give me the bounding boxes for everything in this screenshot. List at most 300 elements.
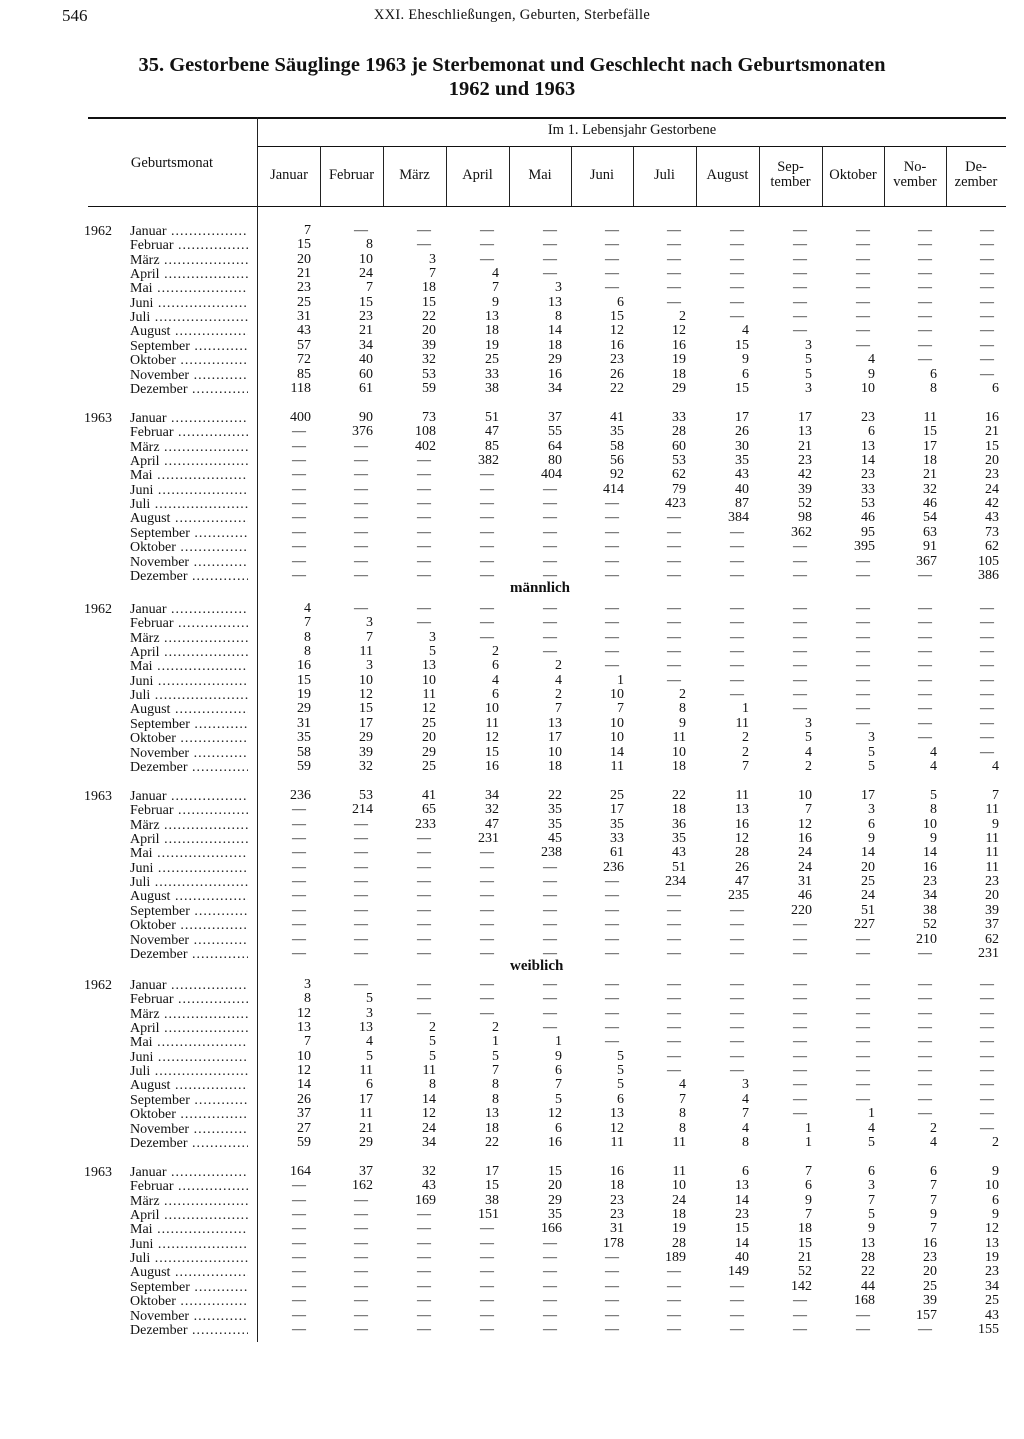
month-label: August ..... <box>130 889 248 905</box>
table-cell: 20 <box>985 453 999 469</box>
table-cell: 6 <box>366 1077 373 1093</box>
table-cell: — <box>918 1321 932 1337</box>
table-cell: 13 <box>735 802 749 818</box>
table-cell: 6 <box>992 380 999 396</box>
table-cell: 5 <box>868 744 875 760</box>
table-cell: 23 <box>735 1207 749 1223</box>
table-cell: — <box>480 931 494 947</box>
table-cell: 2 <box>492 1020 499 1036</box>
table-cell: — <box>667 615 681 631</box>
table-cell: 11 <box>985 802 999 818</box>
table-cell: 9 <box>492 294 499 310</box>
table-cell: 12 <box>359 687 373 703</box>
table-cell: — <box>667 991 681 1007</box>
table-cell: 31 <box>610 1221 624 1237</box>
table-cell: — <box>793 644 807 660</box>
table-cell: 3 <box>366 658 373 674</box>
table-cell: 20 <box>923 1264 937 1280</box>
table-cell: 7 <box>492 1063 499 1079</box>
table-cell: 22 <box>861 1264 875 1280</box>
table-cell: — <box>543 902 557 918</box>
table-cell: 8 <box>742 1134 749 1150</box>
table-cell: — <box>667 1005 681 1021</box>
table-cell: 87 <box>735 496 749 512</box>
table-cell: 2 <box>992 1134 999 1150</box>
table-cell: — <box>417 539 431 555</box>
table-cell: 37 <box>297 1106 311 1122</box>
table-cell: — <box>417 859 431 875</box>
table-cell: — <box>354 481 368 497</box>
table-cell: 4 <box>742 323 749 339</box>
table-cell: 2 <box>679 309 686 325</box>
table-cell: 28 <box>672 424 686 440</box>
table-cell: 9 <box>992 1207 999 1223</box>
table-cell: — <box>292 424 306 440</box>
table-cell: 17 <box>923 438 937 454</box>
column-divider <box>759 146 760 206</box>
table-cell: 51 <box>485 410 499 425</box>
month-label: Februar ..... <box>130 1179 248 1195</box>
table-cell: — <box>543 251 557 267</box>
table-cell: 7 <box>617 701 624 717</box>
table-cell: 4 <box>930 1134 937 1150</box>
table-cell: 26 <box>610 366 624 382</box>
table-cell: 4 <box>679 1077 686 1093</box>
table-cell: 18 <box>798 1221 812 1237</box>
table-cell: 65 <box>422 802 436 818</box>
month-label: März ..... <box>130 631 248 647</box>
table-cell: — <box>793 323 807 339</box>
table-cell: — <box>605 977 619 992</box>
table-cell: — <box>354 917 368 933</box>
table-cell: — <box>856 251 870 267</box>
table-cell: 29 <box>359 730 373 746</box>
table-cell: 13 <box>798 424 812 440</box>
table-cell: 52 <box>923 917 937 933</box>
table-cell: — <box>793 1106 807 1122</box>
table-cell: — <box>856 1034 870 1050</box>
month-label: April ..... <box>130 1021 248 1037</box>
table-cell: 11 <box>422 687 436 703</box>
month-label: Juni ..... <box>130 674 248 690</box>
table-cell: — <box>730 902 744 918</box>
table-cell: — <box>793 931 807 947</box>
table-cell: 3 <box>555 280 562 296</box>
table-cell: 236 <box>603 859 624 875</box>
table-cell: 3 <box>366 615 373 631</box>
table-cell: — <box>605 539 619 555</box>
table-cell: — <box>918 280 932 296</box>
table-cell: — <box>918 1005 932 1021</box>
table-cell: — <box>543 917 557 933</box>
table-cell: — <box>543 629 557 645</box>
table-cell: 7 <box>992 788 999 803</box>
table-cell: 20 <box>985 888 999 904</box>
table-cell: — <box>543 1293 557 1309</box>
table-cell: — <box>543 888 557 904</box>
table-cell: — <box>730 237 744 253</box>
table-cell: 25 <box>610 788 624 803</box>
table-cell: 23 <box>861 467 875 483</box>
table-cell: 13 <box>610 1106 624 1122</box>
table-cell: — <box>918 644 932 660</box>
table-cell: 5 <box>492 1048 499 1064</box>
table-cell: — <box>354 888 368 904</box>
table-cell: 400 <box>290 410 311 425</box>
table-cell: — <box>730 294 744 310</box>
table-cell: — <box>543 223 557 238</box>
table-cell: — <box>793 280 807 296</box>
table-cell: — <box>918 715 932 731</box>
table-cell: — <box>856 1091 870 1107</box>
table-cell: 17 <box>610 802 624 818</box>
table-cell: 26 <box>735 424 749 440</box>
table-cell: — <box>667 1321 681 1337</box>
table-cell: 14 <box>297 1077 311 1093</box>
table-cell: — <box>417 874 431 890</box>
table-cell: 155 <box>978 1321 999 1337</box>
table-cell: 5 <box>805 352 812 368</box>
table-cell: 3 <box>429 629 436 645</box>
column-header <box>822 168 884 183</box>
table-cell: 4 <box>868 1120 875 1136</box>
column-divider <box>884 146 885 206</box>
table-cell: — <box>856 945 870 961</box>
table-cell: — <box>793 672 807 688</box>
table-cell: — <box>918 672 932 688</box>
table-cell: — <box>793 687 807 703</box>
month-label: Mai ..... <box>130 468 248 484</box>
month-label: Februar ..... <box>130 425 248 441</box>
table-cell: 43 <box>985 510 999 526</box>
table-cell: — <box>480 977 494 992</box>
table-cell: 15 <box>485 744 499 760</box>
table-cell: — <box>480 1307 494 1323</box>
table-cell: 9 <box>868 366 875 382</box>
table-cell: — <box>417 453 431 469</box>
table-cell: — <box>667 266 681 282</box>
table-cell: — <box>793 539 807 555</box>
table-cell: — <box>667 280 681 296</box>
table-cell: 43 <box>672 845 686 861</box>
table-cell: — <box>605 1005 619 1021</box>
table-cell: 26 <box>735 859 749 875</box>
table-cell: — <box>730 1005 744 1021</box>
table-cell: 3 <box>868 802 875 818</box>
table-cell: — <box>856 1048 870 1064</box>
table-cell: 15 <box>297 237 311 253</box>
column-divider <box>571 146 572 206</box>
table-cell: 2 <box>679 687 686 703</box>
table-cell: — <box>980 309 994 325</box>
table-cell: — <box>417 1005 431 1021</box>
table-cell: 6 <box>742 1164 749 1179</box>
month-label: November ..... <box>130 1309 248 1325</box>
table-cell: — <box>793 251 807 267</box>
table-cell: — <box>667 1293 681 1309</box>
month-label: Januar ..... <box>130 411 248 427</box>
table-cell: — <box>856 266 870 282</box>
month-label: April ..... <box>130 645 248 661</box>
table-cell: 14 <box>923 845 937 861</box>
table-cell: — <box>417 931 431 947</box>
table-cell: — <box>793 294 807 310</box>
table-cell: — <box>980 1048 994 1064</box>
table-cell: — <box>856 1063 870 1079</box>
table-cell: 5 <box>429 644 436 660</box>
table-cell: 3 <box>805 715 812 731</box>
table-cell: — <box>354 510 368 526</box>
year-label: 1962 <box>84 224 112 239</box>
table-cell: 55 <box>548 424 562 440</box>
table-cell: — <box>417 1264 431 1280</box>
table-cell: 3 <box>742 1077 749 1093</box>
table-cell: 17 <box>861 788 875 803</box>
table-cell: — <box>667 1063 681 1079</box>
table-cell: 16 <box>297 658 311 674</box>
table-cell: — <box>856 323 870 339</box>
table-cell: 6 <box>805 1178 812 1194</box>
column-divider <box>633 146 634 206</box>
table-cell: — <box>980 644 994 660</box>
table-cell: — <box>730 1278 744 1294</box>
table-cell: — <box>543 1020 557 1036</box>
month-label: Mai ..... <box>130 659 248 675</box>
table-cell: 26 <box>297 1091 311 1107</box>
column-header <box>509 168 571 183</box>
table-cell: 47 <box>735 874 749 890</box>
table-cell: 7 <box>555 1077 562 1093</box>
table-cell: — <box>856 629 870 645</box>
table-cell: 23 <box>861 410 875 425</box>
month-label: Januar ..... <box>130 602 248 618</box>
table-cell: 46 <box>798 888 812 904</box>
table-cell: 6 <box>868 1164 875 1179</box>
table-cell: 34 <box>422 1134 436 1150</box>
table-cell: 11 <box>422 1063 436 1079</box>
table-cell: 34 <box>548 380 562 396</box>
table-cell: — <box>793 553 807 569</box>
table-cell: 7 <box>429 266 436 282</box>
table-cell: — <box>980 337 994 353</box>
table-cell: — <box>730 601 744 616</box>
table-cell: — <box>417 888 431 904</box>
table-cell: 2 <box>805 758 812 774</box>
table-cell: — <box>918 323 932 339</box>
table-cell: — <box>417 567 431 583</box>
table-cell: 376 <box>352 424 373 440</box>
table-cell: 6 <box>868 424 875 440</box>
table-cell: — <box>292 859 306 875</box>
table-cell: 2 <box>742 744 749 760</box>
table-cell: 58 <box>610 438 624 454</box>
table-cell: 12 <box>985 1221 999 1237</box>
column-header-line: tember <box>770 174 811 190</box>
table-cell: — <box>354 1192 368 1208</box>
table-cell: — <box>856 567 870 583</box>
table-cell: — <box>667 629 681 645</box>
table-cell: 53 <box>861 496 875 512</box>
table-cell: 32 <box>485 802 499 818</box>
table-cell: — <box>605 601 619 616</box>
table-cell: 168 <box>854 1293 875 1309</box>
year-label: 1963 <box>84 789 112 804</box>
table-cell: 47 <box>485 816 499 832</box>
table-cell: — <box>480 1250 494 1266</box>
table-cell: 39 <box>985 902 999 918</box>
table-cell: 42 <box>985 496 999 512</box>
table-cell: — <box>918 266 932 282</box>
table-cell: — <box>417 977 431 992</box>
table-cell: 11 <box>610 1134 624 1150</box>
month-label: April ..... <box>130 267 248 283</box>
table-cell: 6 <box>492 687 499 703</box>
table-cell: 7 <box>930 1221 937 1237</box>
table-cell: — <box>354 467 368 483</box>
table-cell: — <box>543 1005 557 1021</box>
table-cell: 23 <box>923 1250 937 1266</box>
page-number: 546 <box>62 6 88 25</box>
table-cell: 33 <box>610 831 624 847</box>
table-cell: 18 <box>485 323 499 339</box>
table-cell: — <box>667 524 681 540</box>
table-cell: 60 <box>359 366 373 382</box>
table-cell: 8 <box>304 644 311 660</box>
table-cell: 5 <box>429 1048 436 1064</box>
table-cell: 19 <box>672 352 686 368</box>
table-cell: 46 <box>923 496 937 512</box>
table-cell: 21 <box>359 323 373 339</box>
table-cell: — <box>793 658 807 674</box>
table-cell: — <box>543 1278 557 1294</box>
table-cell: 92 <box>610 467 624 483</box>
table-cell: 45 <box>548 831 562 847</box>
table-cell: 3 <box>304 977 311 992</box>
table-cell: 7 <box>366 629 373 645</box>
table-cell: — <box>980 294 994 310</box>
table-cell: 15 <box>359 294 373 310</box>
table-cell: 214 <box>352 802 373 818</box>
table-cell: 21 <box>923 467 937 483</box>
table-cell: 28 <box>735 845 749 861</box>
month-label: Mai ..... <box>130 281 248 297</box>
table-cell: — <box>980 1106 994 1122</box>
table-cell: — <box>667 1264 681 1280</box>
table-cell: 20 <box>297 251 311 267</box>
table-cell: 22 <box>422 309 436 325</box>
table-cell: 3 <box>868 730 875 746</box>
table-cell: 5 <box>555 1091 562 1107</box>
table-cell: — <box>980 601 994 616</box>
table-cell: — <box>417 237 431 253</box>
table-cell: 5 <box>429 1034 436 1050</box>
table-cell: 4 <box>805 744 812 760</box>
table-cell: — <box>543 1321 557 1337</box>
table-cell: 5 <box>868 758 875 774</box>
table-cell: 18 <box>610 1178 624 1194</box>
table-cell: — <box>480 481 494 497</box>
table-cell: 47 <box>485 424 499 440</box>
column-header <box>946 160 1006 190</box>
table-cell: 16 <box>548 1134 562 1150</box>
table-cell: 15 <box>610 309 624 325</box>
table-cell: 32 <box>359 758 373 774</box>
table-cell: 238 <box>541 845 562 861</box>
month-label: Dezember ..... <box>130 382 248 398</box>
table-cell: 16 <box>672 337 686 353</box>
table-cell: 79 <box>672 481 686 497</box>
table-cell: 14 <box>422 1091 436 1107</box>
table-cell: — <box>856 553 870 569</box>
table-cell: — <box>417 1250 431 1266</box>
table-cell: 37 <box>548 410 562 425</box>
table-cell: — <box>980 672 994 688</box>
table-cell: 17 <box>359 715 373 731</box>
table-cell: — <box>605 1020 619 1036</box>
table-cell: 8 <box>304 991 311 1007</box>
table-cell: 178 <box>603 1235 624 1251</box>
table-cell: — <box>980 1020 994 1036</box>
column-header-line: Oktober <box>829 167 877 183</box>
table-cell: 17 <box>735 410 749 425</box>
table-cell: — <box>980 1034 994 1050</box>
column-header-line: Januar <box>270 167 308 183</box>
table-cell: — <box>292 831 306 847</box>
table-cell: — <box>918 945 932 961</box>
table-cell: — <box>793 1034 807 1050</box>
month-label: Dezember ..... <box>130 1323 248 1339</box>
table-cell: — <box>417 223 431 238</box>
table-cell: — <box>730 280 744 296</box>
month-label: Juli ..... <box>130 310 248 326</box>
table-cell: — <box>605 629 619 645</box>
table-cell: 7 <box>304 223 311 238</box>
table-cell: — <box>417 902 431 918</box>
table-cell: — <box>605 991 619 1007</box>
table-cell: 142 <box>791 1278 812 1294</box>
table-cell: 36 <box>672 816 686 832</box>
table-cell: — <box>292 510 306 526</box>
table-cell: 8 <box>679 1106 686 1122</box>
table-cell: — <box>980 223 994 238</box>
month-label: September ..... <box>130 717 248 733</box>
table-cell: 61 <box>359 380 373 396</box>
month-label: August ..... <box>130 324 248 340</box>
table-cell: 6 <box>617 294 624 310</box>
month-label: Oktober ..... <box>130 918 248 934</box>
table-cell: — <box>856 644 870 660</box>
table-cell: 4 <box>742 1091 749 1107</box>
table-cell: — <box>292 553 306 569</box>
table-cell: 162 <box>352 1178 373 1194</box>
table-cell: 13 <box>422 658 436 674</box>
table-cell: — <box>354 1321 368 1337</box>
month-label: März ..... <box>130 1007 248 1023</box>
table-cell: — <box>605 931 619 947</box>
table-cell: 12 <box>297 1005 311 1021</box>
table-cell: 18 <box>548 337 562 353</box>
table-cell: — <box>292 467 306 483</box>
table-cell: 29 <box>548 352 562 368</box>
table-cell: — <box>480 888 494 904</box>
table-cell: — <box>793 701 807 717</box>
table-cell: — <box>918 309 932 325</box>
table-cell: — <box>292 874 306 890</box>
table-cell: — <box>292 567 306 583</box>
table-cell: 362 <box>791 524 812 540</box>
table-cell: 5 <box>617 1077 624 1093</box>
table-cell: 6 <box>868 816 875 832</box>
